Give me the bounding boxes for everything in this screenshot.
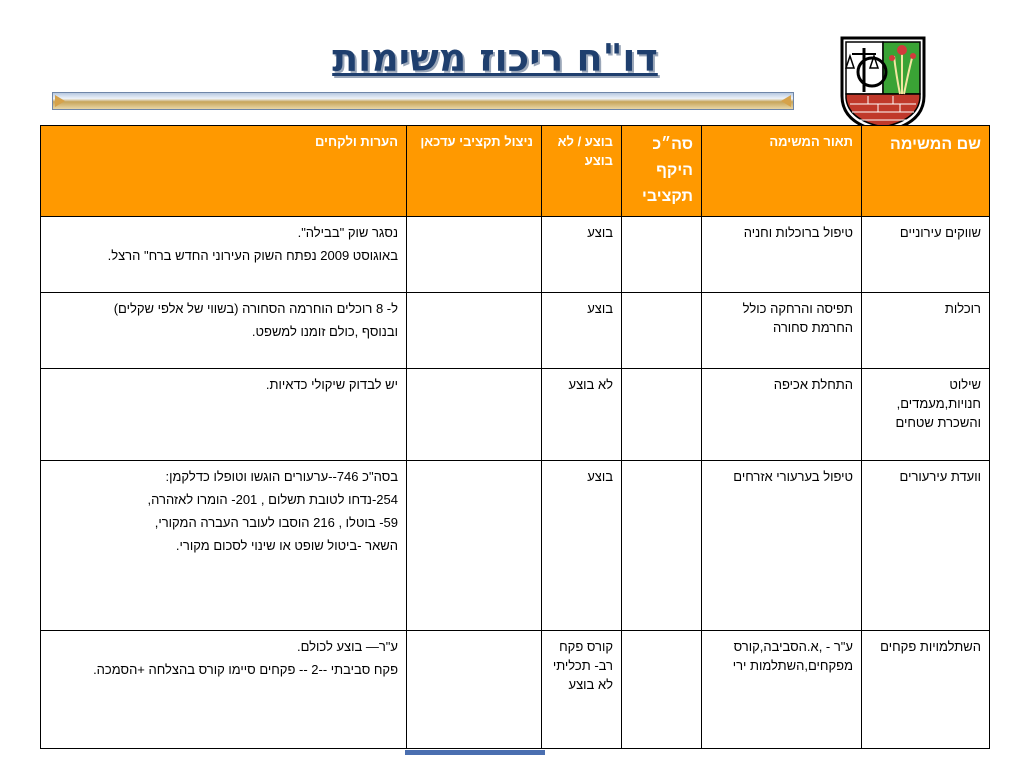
cell-task-name: השתלמויות פקחים	[862, 631, 990, 749]
table-row	[41, 293, 990, 369]
page-title: דו"ח ריכוז משימות	[332, 36, 658, 80]
cell-done-status: בוצע	[542, 293, 622, 369]
cell-notes	[41, 217, 407, 293]
cell-done-status: בוצע	[542, 217, 622, 293]
cell-task-description: טיפול ברוכלות וחניה	[702, 217, 862, 293]
note-line: פקח סביבתי --2 -- פקחים סיימו קורס בהצלחה +הסמכה.	[93, 662, 398, 677]
header-budget-usage: ניצול תקציבי עדכאן	[407, 126, 542, 217]
header-task-name: שם המשימה	[862, 126, 990, 217]
note-line: ע"ר— בוצע לכולם.	[296, 639, 398, 654]
cell-notes	[41, 631, 407, 749]
cell-task-name: שילוט חנויות,מעמדים, והשכרת שטחים	[862, 369, 990, 461]
cell-task-description: טיפול בערעורי אזרחים	[702, 461, 862, 631]
cell-task-description: ע"ר - ,א.הסביבה,קורס מפקחים,השתלמות ירי	[702, 631, 862, 749]
note-line: 254-נדחו לטובת תשלום , 201- הומרו לאזהרה,	[147, 492, 398, 507]
cell-notes	[41, 293, 407, 369]
table-row	[41, 217, 990, 293]
cell-total-budget	[622, 631, 702, 749]
cell-done-status: לא בוצע	[542, 369, 622, 461]
header-total-budget: סה״כ היקף תקציבי	[622, 126, 702, 217]
header-notes: הערות ולקחים	[41, 126, 407, 217]
cell-task-name: שווקים עירוניים	[862, 217, 990, 293]
note-line: ל- 8 רוכלים הוחרמה הסחורה (בשווי של אלפי שקלים)	[113, 301, 398, 316]
cell-budget-usage	[407, 217, 542, 293]
cell-task-description: תפיסה והרחקה כולל החרמת סחורה	[702, 293, 862, 369]
cell-task-name: וועדת עירעורים	[862, 461, 990, 631]
table-row	[41, 461, 990, 631]
cell-total-budget	[622, 461, 702, 631]
note-line: ובנוסף ,כולם זומנו למשפט.	[251, 324, 398, 339]
cell-done-status: קורס פקח רב- תכליתי לא בוצע	[542, 631, 622, 749]
note-line: באוגוסט 2009 נפתח השוק העירוני החדש ברח" הרצל.	[107, 248, 398, 263]
cell-budget-usage	[407, 631, 542, 749]
note-line: יש לבדוק שיקולי כדאיות.	[265, 377, 398, 392]
footer-divider	[405, 750, 545, 755]
cell-done-status: בוצע	[542, 461, 622, 631]
cell-budget-usage	[407, 461, 542, 631]
cell-total-budget	[622, 293, 702, 369]
table-row	[41, 369, 990, 461]
note-line: בסה"כ 746--ערעורים הוגשו וטופלו כדלקמן:	[165, 469, 398, 484]
municipal-emblem-icon	[838, 34, 928, 134]
cell-notes	[41, 369, 407, 461]
cell-budget-usage	[407, 369, 542, 461]
arrow-left-icon	[55, 95, 65, 107]
tasks-table	[40, 125, 990, 749]
cell-task-name: רוכלות	[862, 293, 990, 369]
cell-budget-usage	[407, 293, 542, 369]
header-done-status: בוצע / לא בוצע	[542, 126, 622, 217]
cell-total-budget	[622, 369, 702, 461]
table-row	[41, 631, 990, 749]
note-line: השאר -ביטול שופט או שינוי לסכום מקורי.	[175, 538, 398, 553]
header-task-description: תאור המשימה	[702, 126, 862, 217]
cell-total-budget	[622, 217, 702, 293]
arrow-right-icon	[781, 95, 791, 107]
cell-notes	[41, 461, 407, 631]
note-line: 59- בוטלו , 216 הוסבו לעובר העברה המקורי,	[154, 515, 398, 530]
cell-task-description: התחלת אכיפה	[702, 369, 862, 461]
table-header-row	[41, 126, 990, 217]
note-line: נסגר שוק "בבילה".	[297, 225, 398, 240]
title-underline-bar	[52, 92, 794, 110]
